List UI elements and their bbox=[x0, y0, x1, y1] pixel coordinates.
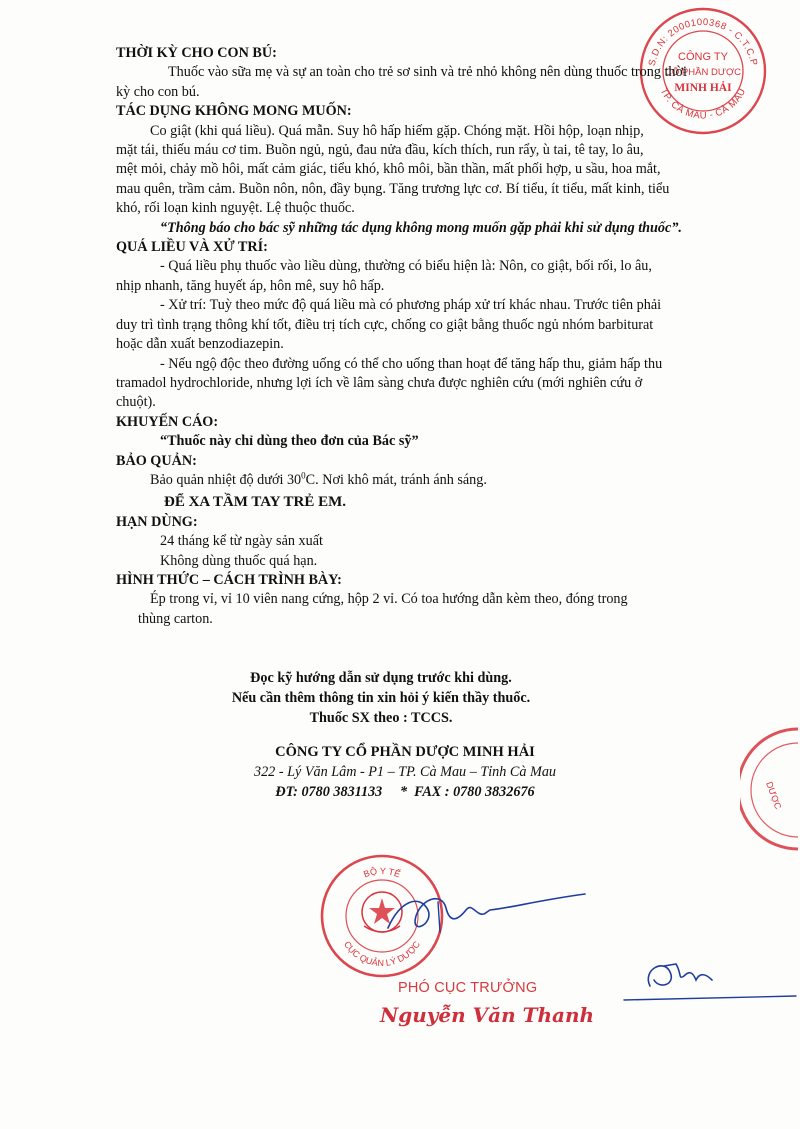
storage-text-rest: C. Nơi khô mát, tránh ánh sáng. bbox=[305, 471, 487, 488]
stamp-line-1: CÔNG TY bbox=[678, 51, 728, 63]
company-phone-fax: ĐT: 0780 3831133 * FAX : 0780 3832676 bbox=[275, 784, 535, 800]
overdose-p1-line-2: nhịp nhanh, tăng huyết áp, hôn mê, suy hô hấp. bbox=[116, 277, 385, 294]
ministry-stamp-bottom-text: CỤC QUẢN LÝ DƯỢC bbox=[342, 939, 422, 969]
warning-heading: KHUYẾN CÁO: bbox=[116, 413, 219, 430]
expiry-heading: HẠN DÙNG: bbox=[116, 513, 198, 530]
storage-heading: BẢO QUẢN: bbox=[116, 452, 197, 469]
storage-children-warning: ĐỂ XA TẦM TAY TRẺ EM. bbox=[164, 494, 346, 511]
svg-text:BỘ Y TẾ bbox=[362, 866, 402, 879]
footer-line-1: Đọc kỹ hướng dẫn sử dụng trước khi dùng. bbox=[250, 670, 512, 686]
side-effects-line-2: mặt tái, thiếu máu cơ tim. Buồn ngủ, ngủ, đau nửa đầu, kích thích, run rẩy, ù tai, tê tay, lo âu, bbox=[116, 142, 644, 159]
presentation-line-1: Ép trong vỉ, vỉ 10 viên nang cứng, hộp 2 vỉ. Có toa hướng dẫn kèm theo, đóng trong bbox=[150, 591, 628, 608]
side-effects-line-5: khó, rối loạn kinh nguyệt. Lệ thuộc thuốc. bbox=[116, 200, 355, 217]
side-stamp bbox=[740, 725, 800, 855]
footer-line-2: Nếu cần thêm thông tin xin hỏi ý kiến thầy thuốc. bbox=[231, 690, 531, 706]
storage-degree: 0 bbox=[301, 470, 306, 481]
leaflet-body bbox=[116, 44, 726, 629]
ministry-stamp-top-text: BỘ Y TẾ bbox=[362, 865, 402, 880]
expiry-line-1: 24 tháng kể từ ngày sản xuất bbox=[160, 533, 323, 550]
storage-text bbox=[116, 471, 726, 490]
side-effects-line-1: Co giật (khi quá liều). Quá mẫn. Suy hô hấp hiếm gặp. Chóng mặt. Hồi hộp, loạn nhịp, bbox=[150, 122, 644, 139]
side-effects-notice: “Thông báo cho bác sỹ những tác dụng không mong muốn gặp phải khi sử dụng thuốc”. bbox=[160, 219, 682, 236]
side-effects-line-3: mệt mỏi, chảy mồ hôi, mất cảm giác, tiểu khó, khô môi, bần thần, mất phối hợp, u sầu, hoa mắt, bbox=[116, 161, 661, 178]
storage-text-main: Bảo quản nhiệt độ dưới 30 bbox=[150, 471, 302, 488]
stamp-line-2: CỔ PHẦN DƯỢC bbox=[665, 67, 741, 78]
overdose-p3-line-2: tramadol hydrochloride, nhưng lợi ích về lâm sàng chưa được nghiên cứu (mới nghiên cứu ở bbox=[116, 374, 643, 391]
overdose-p2-line-1: - Xử trí: Tuỳ theo mức độ quá liều mà có phương pháp xử trí khác nhau. Trước tiên phải bbox=[160, 297, 662, 314]
presentation-line-2: thùng carton. bbox=[138, 610, 213, 627]
company-block bbox=[170, 742, 640, 802]
director-signature bbox=[380, 880, 590, 950]
overdose-p3-line-1: - Nếu ngộ độc theo đường uống có thể cho uống than hoạt để tăng hấp thu, giảm hấp thu bbox=[160, 355, 663, 372]
side-effects-line-4: mau quên, trầm cảm. Buồn nôn, nôn, đầy bụng. Tăng trương lực cơ. Bí tiểu, ít tiểu, mất kinh, tiểu bbox=[116, 180, 670, 197]
presentation-heading: HÌNH THỨC – CÁCH TRÌNH BÀY: bbox=[116, 571, 342, 588]
overdose-p1-line-1: - Quá liều phụ thuốc vào liều dùng, thường có biểu hiện là: Nôn, co giật, bối rối, lo âu, bbox=[160, 258, 652, 275]
expiry-line-2: Không dùng thuốc quá hạn. bbox=[160, 552, 318, 569]
breastfeeding-line-2: kỳ cho con bú. bbox=[116, 83, 200, 100]
overdose-p2-line-2: duy trì tình trạng thông khí tốt, điều trị tích cực, chống co giật bằng thuốc ngủ nhóm barbiturat bbox=[116, 316, 654, 333]
signer-title: PHÓ CỤC TRƯỞNG bbox=[398, 980, 538, 996]
side-stamp-text: DƯỢC bbox=[764, 780, 784, 811]
side-effects-heading: TÁC DỤNG KHÔNG MONG MUỐN: bbox=[116, 103, 352, 120]
breastfeeding-heading: THỜI KỲ CHO CON BÚ: bbox=[116, 45, 277, 61]
warning-text: “Thuốc này chỉ dùng theo đơn của Bác sỹ” bbox=[160, 433, 419, 450]
footer-notes bbox=[116, 668, 646, 728]
overdose-p2-line-3: hoặc dẫn xuất benzodiazepin. bbox=[116, 336, 284, 353]
stamp-line-3: MINH HẢI bbox=[674, 82, 732, 94]
company-signature bbox=[620, 950, 800, 1010]
stamp-ring-bottom-text: TP. CÀ MAU - CÀ MAU bbox=[657, 86, 749, 122]
breastfeeding-line-1: Thuốc vào sữa mẹ và sự an toàn cho trẻ sơ sinh và trẻ nhỏ không nên dùng thuốc trong thời bbox=[168, 64, 687, 81]
company-address: 322 - Lý Văn Lâm - P1 – TP. Cà Mau – Tỉnh Cà Mau bbox=[253, 764, 557, 780]
overdose-heading: QUÁ LIỀU VÀ XỬ TRÍ: bbox=[116, 239, 268, 256]
company-name: CÔNG TY CỔ PHẦN DƯỢC MINH HẢI bbox=[275, 744, 535, 760]
stamp-ring-text: S.D.N: 2000100368 - C.T.C.P bbox=[646, 16, 760, 68]
signer-name: Nguyễn Văn Thanh bbox=[380, 1003, 595, 1027]
overdose-p3-line-3: chuột). bbox=[116, 394, 156, 411]
footer-line-3: Thuốc SX theo : TCCS. bbox=[309, 710, 453, 726]
